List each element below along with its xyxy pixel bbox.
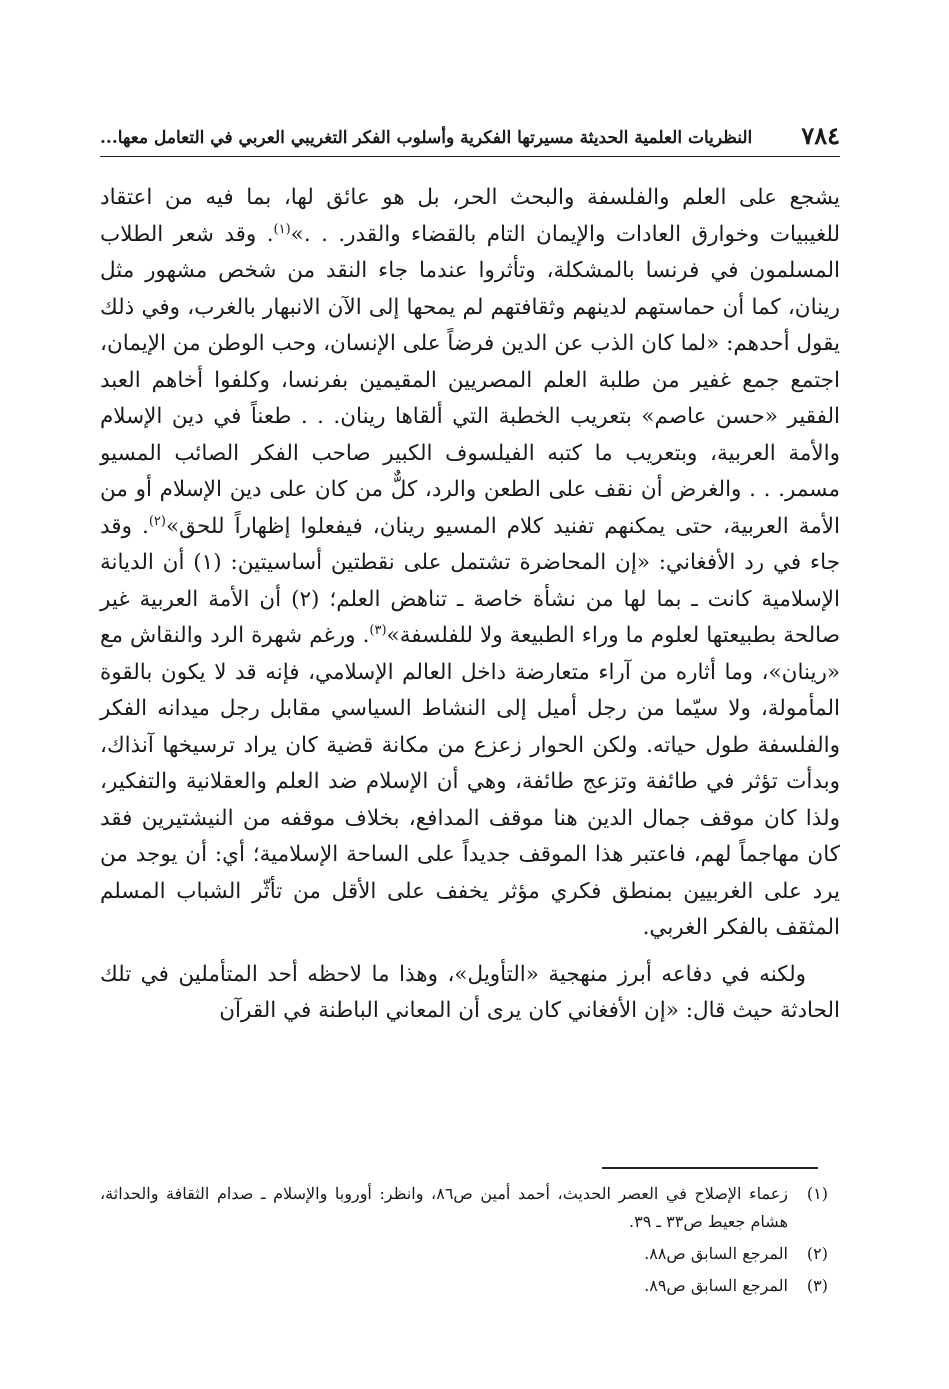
footnote-number: (١)	[806, 1184, 828, 1203]
main-text	[100, 180, 840, 1030]
paragraph-2: ولكنه في دفاعه أبرز منهجية «التأويل»، وهذا ما لاحظه أحد المتأملين في تلك الحادثة حيث قال: «إن الأفغاني كان يرى أن المعاني الباطنة في القرآن	[100, 961, 840, 1023]
paragraph-1-part-d: . ورغم شهرة الرد والنقاش مع «رينان»، وما أثاره من آراء متعارضة داخل العالم الإسلامي، فإنه قد لا يكون بالقوة المأمولة، ولا سيّما من رجل أميل إلى النشاط السياسي مقابل رجل ميدانه الفكر والفلسفة طول حياته. ولكن الحوار زعزع من مكانة قضية كان يراد ترسيخها آنذاك، وبدأت تؤثر في طائفة وتزعج طائفة، وهي أن الإسلام ضد العلم والعقلانية والتفكير، ولذا كان موقف جمال الدين هنا موقف المدافع، بخلاف موقفه من النيشتيرين فقد كان مهاجماً لهم، فاعتبر هذا الموقف جديداً على الساحة الإسلامية؛ أي: أن يوجد من يرد على الغربيين بمنطق فكري مؤثر يخفف على الأقل من تأثّر الشباب المسلم المثقف بالفكر الغربي.	[100, 623, 840, 940]
footnote-ref-1: (١)	[273, 221, 291, 237]
footnote-text: المرجع السابق ص٨٩.	[644, 1276, 788, 1295]
paragraph-1-part-a: يشجع على العلم والفلسفة والبحث الحر، بل هو عائق لها، بما فيه من اعتقاد للغيبيات وخوارق العادات والإيمان التام بالقضاء والقدر. . .»	[100, 185, 841, 247]
footnote-number: (٣)	[806, 1276, 828, 1295]
paragraph-1-part-b: . وقد شعر الطلاب المسلمون في فرنسا بالمشكلة، وتأثروا عندما جاء النقد من شخص مشهور مثل رينان، كما أن حماستهم لدينهم وثقافتهم لم يمحها إلى الآن الانبهار بالغرب، وفي ذلك يقول أحدهم: «لما كان الذب عن الدين فرضاً على الإنسان، وحب الوطن من الإيمان، اجتمع جمع غفير من طلبة العلم المصريين المقيمين بفرنسا، وكلفوا أخاهم العبد الفقير «حسن عاصم» بتعريب الخطبة التي ألقاها رينان. . . طعناً في دين الإسلام والأمة العربية، وبتعريب ما كتبه الفيلسوف الكبير صاحب الفكر الصائب المسيو مسمر. . . والغرض أن نقف على الطعن والرد، كلٌّ من كان على دين الإسلام أو من الأمة العربية، حتى يمكنهم تفنيد كلام المسيو رينان، فيفعلوا إظهاراً للحق»	[100, 221, 841, 539]
footnotes	[100, 1180, 828, 1304]
page-header	[100, 112, 840, 157]
footnote-ref-2: (٢)	[148, 513, 166, 529]
footnote-ref-3: (٣)	[369, 622, 387, 638]
paragraph-1	[100, 180, 840, 947]
footnote-item	[100, 1272, 828, 1300]
footnote-item	[100, 1180, 828, 1236]
footnote-item	[100, 1240, 828, 1268]
running-title: النظريات العلمية الحديثة مسيرتها الفكرية وأسلوب الفكر التغريبي العربي في التعامل معها...	[100, 128, 753, 148]
footnote-text: زعماء الإصلاح في العصر الحديث، أحمد أمين ص٨٦، وانظر: أوروبا والإسلام ـ صدام الثقافة والحداثة، هشام جعيط ص٣٣ ـ ٣٩.	[100, 1184, 788, 1231]
page-number: ٧٨٤	[801, 121, 840, 150]
paragraph-1-part-c: . وقد جاء في رد الأفغاني: «إن المحاضرة تشتمل على نقطتين أساسيتين: (١) أن الديانة الإسلامية كانت ـ بما لها من نشأة خاصة ـ تناهض العلم؛ (٢) أن الأمة العربية غير صالحة بطبيعتها لعلوم ما وراء الطبيعة ولا للفلسفة»	[100, 513, 840, 648]
footnote-number: (٢)	[806, 1244, 828, 1263]
footnote-separator	[602, 1167, 818, 1169]
footnote-text: المرجع السابق ص٨٨.	[644, 1244, 788, 1263]
